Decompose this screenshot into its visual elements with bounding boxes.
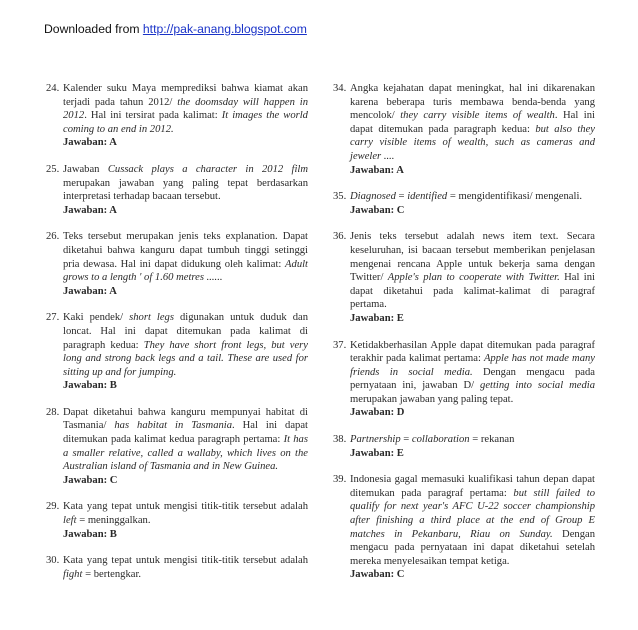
italic-quote: has habitat in Tasmania [114, 420, 233, 432]
italic-quote: It has a smaller relative, called a wallaby, which lives on the Australian island of Tasmania and in New Guinea. [63, 434, 308, 473]
item-text [63, 312, 308, 377]
italic-quote: left [63, 515, 77, 527]
item-number: 38. [333, 434, 347, 446]
answer-label: Jawaban: C [350, 569, 405, 581]
item-text [350, 231, 595, 310]
answer-label: Jawaban: D [350, 407, 405, 419]
italic-quote: Cussack plays a character in 2012 film [107, 163, 308, 175]
text-segment: = [395, 191, 408, 203]
left-column [46, 82, 308, 594]
header-prefix: Downloaded from [44, 22, 143, 36]
item-text [350, 191, 582, 202]
italic-quote: collaboration [411, 434, 470, 446]
italic-quote: getting into social media [480, 380, 596, 392]
answer-item [333, 190, 595, 217]
answer-item [46, 406, 308, 488]
answer-item [46, 500, 308, 541]
text-segment: . Hal ini dapat ditemukan pada paragraph kedua: [350, 110, 595, 135]
text-segment: Dengan mengacu pada pernyataan ini dapat diketahui setelah mereka menyelesaikan tempat ketiga. [350, 528, 595, 567]
item-number: 35. [333, 191, 347, 203]
answer-item [46, 163, 308, 217]
item-number: 26. [46, 231, 60, 243]
right-column [333, 82, 595, 595]
source-link[interactable]: http://pak-anang.blogspot.com [142, 22, 307, 36]
download-header [44, 22, 307, 36]
text-segment: Angka kejahatan dapat meningkat, hal ini dikarenakan karena beberapa turis membawa benda-benda yang mencolok/ [350, 83, 595, 122]
answer-label: Jawaban: C [350, 204, 405, 216]
answer-item [333, 230, 595, 325]
italic-quote: the doomsday will happen in 2012 [63, 96, 308, 122]
item-number: 24. [46, 83, 60, 94]
text-segment: Jenis teks tersebut adalah news item text. Secara keseluruhan, isi bacaan tersebut memberikan penjelasan mengenai rencana Apple untuk bekerja sama dengan Twitter/ [350, 231, 595, 284]
answer-label: Jawaban: E [350, 447, 404, 459]
italic-quote: Apple has not made many friends in social media. [350, 353, 595, 378]
item-number: 25. [46, 163, 60, 175]
item-text [63, 83, 308, 135]
item-number: 29. [46, 501, 60, 513]
text-segment: merupakan jawaban yang paling tepat berdasarkan interpretasi terhadap bacaan tersebut. [63, 177, 308, 203]
item-text [350, 83, 595, 162]
answer-item [333, 433, 595, 460]
text-segment: Kaki pendek/ [63, 312, 130, 324]
italic-quote: but still failed to qualify for next year's AFC U-22 soccer championship after finishing a third place at the end of Group E matches in Pekanbaru, Riau on Sunday. [350, 487, 595, 540]
text-segment: = bertengkar. [82, 568, 142, 580]
text-segment: Hal ini dapat diketahui pada kalimat-kalimat di paragraf pertama. [350, 272, 595, 311]
item-number: 36. [333, 231, 347, 243]
text-segment: = mengidentifikasi/ mengenali. [447, 191, 583, 203]
text-segment: Kata yang tepat untuk mengisi titik-titik tersebut adalah [63, 501, 308, 513]
answer-item [333, 339, 595, 421]
text-segment: merupakan jawaban yang paling tepat. [350, 393, 514, 405]
answer-label: Jawaban: A [63, 137, 117, 149]
italic-quote: they carry visible items of wealth [400, 110, 555, 122]
item-number: 39. [333, 474, 347, 486]
italic-quote: It images the world coming to an end in 2012. [63, 110, 308, 135]
answer-item [333, 473, 595, 582]
text-segment: Dengan mengacu pada pernyataan ini, jawaban D/ [350, 366, 595, 392]
answer-item [333, 82, 595, 177]
italic-quote: identified [407, 191, 448, 203]
answer-label: Jawaban: B [63, 528, 117, 540]
italic-quote: Apple's plan to cooperate with Twitter. [387, 272, 560, 284]
answer-label: Jawaban: A [63, 204, 117, 216]
text-segment: Dapat diketahui bahwa kanguru mempunyai habitat di Tasmania/ [63, 406, 308, 432]
answer-item [46, 82, 308, 150]
item-text [350, 434, 514, 445]
item-text [63, 501, 308, 526]
italic-quote: short legs [129, 312, 174, 324]
item-number: 34. [333, 83, 347, 94]
answer-label: Jawaban: A [350, 164, 404, 176]
answer-label: Jawaban: C [63, 474, 118, 486]
text-segment: Kata yang tepat untuk mengisi titik-titik tersebut adalah [63, 555, 308, 567]
italic-quote: Adult grows to a length ' of 1.60 metres ...... [63, 258, 308, 284]
italic-quote: but also they carry visible items of wealth, such as cameras and jeweler .... [350, 123, 595, 162]
text-segment: digunakan untuk duduk dan loncat. Hal ini dapat ditemukan pada kalimat di paragraph kedua: [63, 312, 308, 351]
item-number: 37. [333, 339, 347, 351]
text-segment: Jawaban [63, 163, 108, 175]
item-number: 30. [46, 555, 60, 567]
text-segment: Ketidakberhasilan Apple dapat ditemukan pada paragraf terakhir pada kalimat pertama: [350, 339, 595, 365]
italic-quote: Partnership [350, 434, 401, 446]
text-segment: = [400, 434, 412, 446]
text-segment: = meninggalkan. [76, 515, 151, 527]
item-text [63, 555, 308, 580]
item-text [350, 340, 595, 405]
item-number: 28. [46, 406, 60, 418]
text-segment: . Hal ini tersirat pada kalimat: [84, 110, 222, 122]
answer-item [46, 311, 308, 393]
text-segment: Kalender suku Maya memprediksi bahwa kiamat akan terjadi pada tahun 2012/ [63, 83, 308, 108]
item-text [63, 407, 308, 472]
italic-quote: fight [63, 568, 83, 580]
answer-label: Jawaban: B [63, 380, 117, 392]
text-segment: . Hal ini dapat ditemukan pada kalimat kedua paragraph pertama: [63, 420, 308, 446]
item-number: 27. [46, 312, 60, 324]
text-segment: Indonesia gagal memasuki kualifikasi tahun depan dapat ditemukan pada paragraf pertama: [350, 474, 595, 499]
answer-label: Jawaban: E [350, 312, 404, 324]
text-segment: = rekanan [469, 434, 515, 446]
text-segment: Teks tersebut merupakan jenis teks explanation. Dapat diketahui bahwa kanguru dapat tumbuh tinggi setinggi pria dewasa. Hal ini dapat didukung oleh kalimat: [63, 231, 308, 270]
item-text [63, 164, 308, 202]
answer-item [46, 554, 308, 581]
italic-quote: Diagnosed [350, 191, 396, 203]
item-text [350, 474, 595, 567]
italic-quote: They have short front legs, but very long and strong back legs and a tail. These are used for sitting up and for jumping. [63, 339, 309, 378]
answer-label: Jawaban: A [63, 285, 117, 297]
answer-item [46, 230, 308, 298]
item-text [63, 231, 308, 283]
